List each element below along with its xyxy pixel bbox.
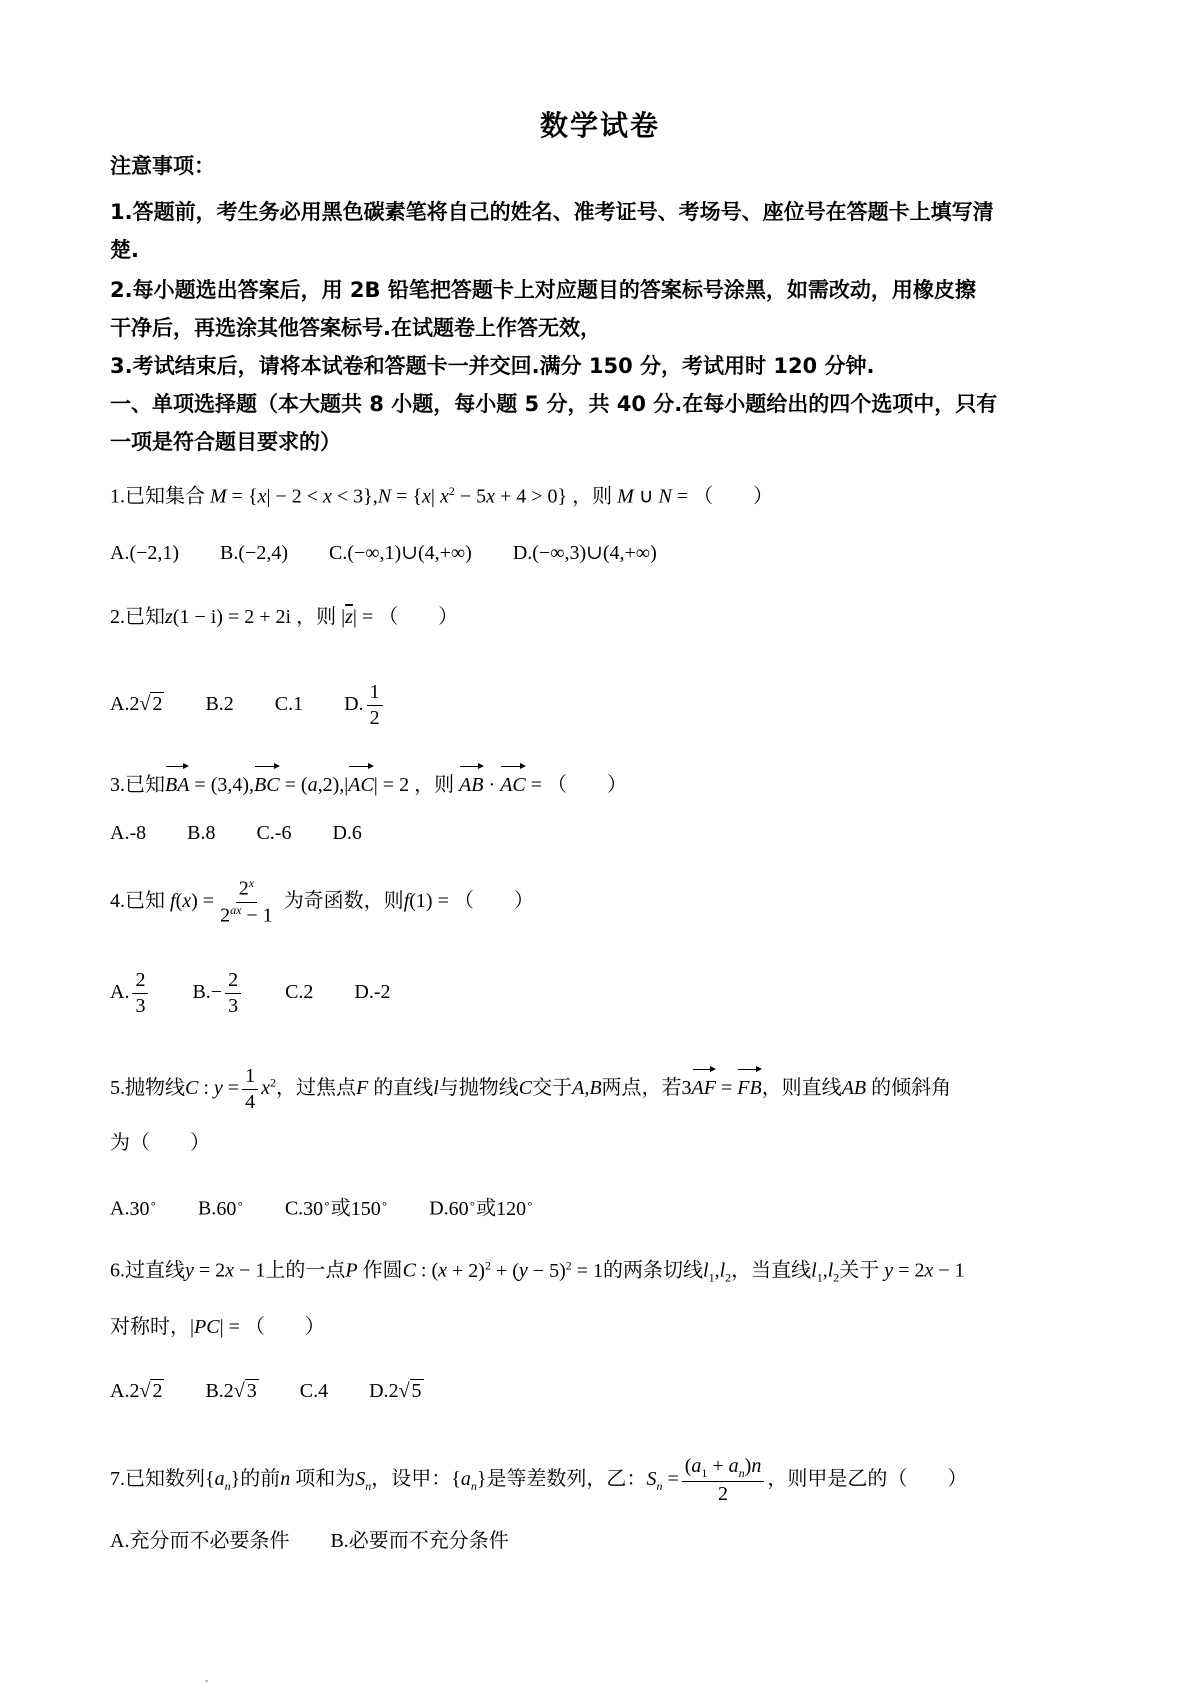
page-mark <box>205 1680 208 1682</box>
q2-option-a: A.2√ 2 <box>110 693 163 716</box>
question-5: 5.抛物线C : y = $\frac{1}{4}$ $x^2$，过焦点F 的直线l与抛物线C交于A,B两点，若3AF = FB，则直线AB 的倾斜角 <box>110 1065 952 1113</box>
q3-option-b: B.8 <box>187 822 216 844</box>
q4-blank: （ ） <box>453 889 534 912</box>
q6-options <box>110 1374 460 1408</box>
section-title-line-2: 一项是符合题目要求的） <box>110 430 341 454</box>
q6-blank: （ ） <box>244 1316 325 1338</box>
q1-suffix: ，则 <box>572 485 613 508</box>
question-3: 3.已知BA = (3,4),BC = (a,2),|AC| = 2 ，则 AB · AC = （ ） <box>110 762 1100 802</box>
q6-option-a: A.2√ 2 <box>110 1380 163 1402</box>
q1-blank: （ ） <box>693 485 774 508</box>
q6-option-d: D.2√ 5 <box>369 1380 422 1402</box>
q2-suffix: ，则 <box>296 606 337 628</box>
q2-blank: （ ） <box>378 606 459 628</box>
q2-options <box>110 680 422 731</box>
q3-option-c: C.-6 <box>256 822 292 844</box>
q4-options <box>110 968 427 1019</box>
notice-line-5: 3.考试结束后，请将本试卷和答题卡一并交回.满分 150 分，考试用时 120 分钟. <box>110 354 875 378</box>
q4-prefix: 4.已知 <box>110 889 165 912</box>
q4-mid: 为奇函数，则 <box>283 889 404 912</box>
question-7: 7.已知数列$\{a_n\}$的前n 项和为$S_n$，设甲：$\{a_n\}$是等差数列，乙：$S_n$ = $\frac{(a_1 + a_n)n}{2}$ ，则甲是乙的（ ） <box>110 1455 968 1505</box>
q6-prefix: 6.过直线 <box>110 1259 185 1282</box>
q2-option-d: D. $\frac{1}{2}$ <box>344 680 385 731</box>
question-5-line-2: 为（ ） <box>110 1132 210 1154</box>
notice-line-1: 1.答题前，考生务必用黑色碳素笔将自己的姓名、准考证号、考场号、座位号在答题卡上填写清 <box>110 200 994 224</box>
q6-option-c: C.4 <box>299 1380 329 1402</box>
q7-blank: （ ） <box>887 1468 968 1491</box>
q5-option-b: B.60∘ <box>197 1196 244 1220</box>
q3-suffix: ，则 <box>414 774 455 796</box>
q5-prefix: 5.抛物线 <box>110 1077 185 1100</box>
q7-options <box>110 1524 545 1558</box>
question-2: 2.已知z(1 − i) = 2 + 2i ，则 $|\overline{z}|$ = （ ） <box>110 606 459 628</box>
q3-prefix: 3.已知 <box>110 774 165 796</box>
q7-prefix: 7.已知数列 <box>110 1468 205 1491</box>
q1-formula: M <box>210 485 227 508</box>
q3-options <box>110 816 398 850</box>
q5-option-c: C.30∘或150∘ <box>284 1196 389 1220</box>
q5-options <box>110 1186 570 1226</box>
section-title-line-1: 一、单项选择题（本大题共 8 小题，每小题 5 分，共 40 分.在每小题给出的四个选项中，只有 <box>110 392 998 416</box>
q3-option-d: D.6 <box>332 822 362 844</box>
q2-option-c: C.1 <box>274 693 304 716</box>
question-4: 4.已知 f(x) = $\frac{2^x}{2^{ax} - 1}$ 为奇函数，则f(1) = （ ） <box>110 876 534 927</box>
q5-option-a: A.30∘ <box>110 1196 157 1220</box>
q1-prefix: 1.已知集合 <box>110 485 205 508</box>
q4-option-c: C.2 <box>285 981 314 1004</box>
q1-options <box>110 536 693 570</box>
notice-line-2: 楚. <box>110 238 139 262</box>
notice-line-4: 干净后，再选涂其他答案标号.在试题卷上作答无效， <box>110 316 601 340</box>
q3-option-a: A.-8 <box>110 822 147 844</box>
notice-line-3: 2.每小题选出答案后，用 2B 铅笔把答题卡上对应题目的答案标号涂黑，如需改动，用橡皮擦 <box>110 278 976 302</box>
q1-option-c: C.(−∞,1)∪(4,+∞) <box>329 542 472 564</box>
q3-blank: （ ） <box>547 774 628 796</box>
q6-option-b: B.2√ 3 <box>205 1380 257 1402</box>
q7-option-b: B.必要而不充分条件 <box>330 1530 509 1552</box>
question-6-line-2: 对称时，|PC| = （ ） <box>110 1316 325 1338</box>
q5-option-d: D.60∘或120∘ <box>429 1196 534 1220</box>
q4-option-b: B.− $\frac{2}{3}$ <box>192 968 244 1019</box>
question-1: 1.已知集合 M = {x| − 2 < x < 3},N = {x| $x^2 - 5x + 4 > 0$} ，则 M ∪ N = （ ） <box>110 484 774 508</box>
q2-option-b: B.2 <box>205 693 234 716</box>
q1-option-a: A.(−2,1) <box>110 542 180 564</box>
q1-option-d: D.(−∞,3)∪(4,+∞) <box>512 542 657 564</box>
q4-option-a: A. $\frac{2}{3}$ <box>110 968 151 1019</box>
q7-option-a: A.充分而不必要条件 <box>110 1530 290 1552</box>
exam-title: 数学试卷 <box>539 109 660 142</box>
q2-prefix: 2.已知 <box>110 606 165 628</box>
notice-header: 注意事项： <box>110 154 215 178</box>
q1-option-b: B.(−2,4) <box>220 542 288 564</box>
q4-option-d: D.-2 <box>354 981 391 1004</box>
question-6: 6.过直线y = 2x − 1上的一点P 作圆C : $(x + 2)^2 + (y - 5)^2 = 1$的两条切线$l_1,l_2$，当直线$l_1,l_2$关于 y = 2x − 1 <box>110 1258 965 1285</box>
